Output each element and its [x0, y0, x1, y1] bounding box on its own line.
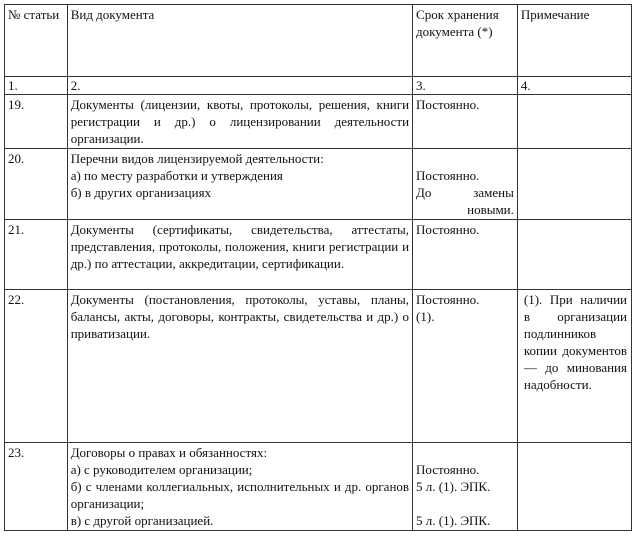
term-item: Постоянно.	[416, 168, 480, 183]
retention-term: Постоянно.	[413, 95, 518, 149]
note	[517, 95, 631, 149]
article-number: 20.	[5, 149, 68, 220]
retention-term	[413, 149, 518, 220]
retention-term	[413, 443, 518, 531]
document-description: Документы (лицензии, квоты, протоколы, решения, книги регистрации и др.) о лицензировании деятельности организации.	[67, 95, 412, 149]
article-number: 21.	[5, 220, 68, 290]
document-description	[67, 149, 412, 220]
column-numbering-row	[5, 77, 632, 95]
retention-term: Постоянно. (1).	[413, 290, 518, 443]
header-document-type: Вид документа	[67, 5, 412, 77]
document-description: Документы (постановления, протоколы, уставы, планы, балансы, акты, договоры, контракты, свидетельства и др.) о приватизации.	[67, 290, 412, 443]
retention-term: Постоянно.	[413, 220, 518, 290]
description-item: а) с руководителем организации;	[70, 462, 253, 477]
table-row	[5, 95, 632, 149]
column-number: 3.	[413, 77, 518, 95]
header-note: Примечание	[517, 5, 631, 77]
description-item: б) в других организациях	[70, 185, 212, 200]
table-header-row	[5, 5, 632, 77]
table-row	[5, 220, 632, 290]
table-row	[5, 290, 632, 443]
article-number: 19.	[5, 95, 68, 149]
description-item: а) по месту разработки и утверждения	[70, 168, 283, 183]
description-item: б) с членами коллегиальных, исполнительных и др. органов организации;	[70, 479, 410, 511]
document-description: Документы (сертификаты, свидетельства, аттестаты, представления, протоколы, положения, книги регистрации и др.) по аттестации, аккредитации, сертификации.	[67, 220, 412, 290]
column-number: 1.	[5, 77, 68, 95]
description-title: Договоры о правах и обязанностях:	[70, 445, 268, 460]
table-row	[5, 149, 632, 220]
header-article-number: № статьи	[5, 5, 68, 77]
header-retention-term: Срок хранения документа (*)	[413, 5, 518, 77]
term-item: новыми.	[467, 202, 514, 217]
retention-table	[4, 4, 632, 531]
term-item: 5 л. (1). ЭПК.	[416, 479, 491, 494]
column-number: 4.	[517, 77, 631, 95]
term-item: До замены	[416, 185, 514, 200]
description-title: Перечни видов лицензируемой деятельности:	[70, 151, 324, 166]
note	[517, 220, 631, 290]
article-number: 23.	[5, 443, 68, 531]
note	[517, 149, 631, 220]
description-item: в) с другой организацией.	[70, 513, 214, 528]
term-item: 5 л. (1). ЭПК.	[416, 513, 491, 528]
term-item: Постоянно.	[416, 462, 480, 477]
column-number: 2.	[67, 77, 412, 95]
document-description	[67, 443, 412, 531]
note: (1). При наличии в организации подлинников копии документов — до минования надобности.	[517, 290, 631, 443]
article-number: 22.	[5, 290, 68, 443]
table-row	[5, 443, 632, 531]
note	[517, 443, 631, 531]
